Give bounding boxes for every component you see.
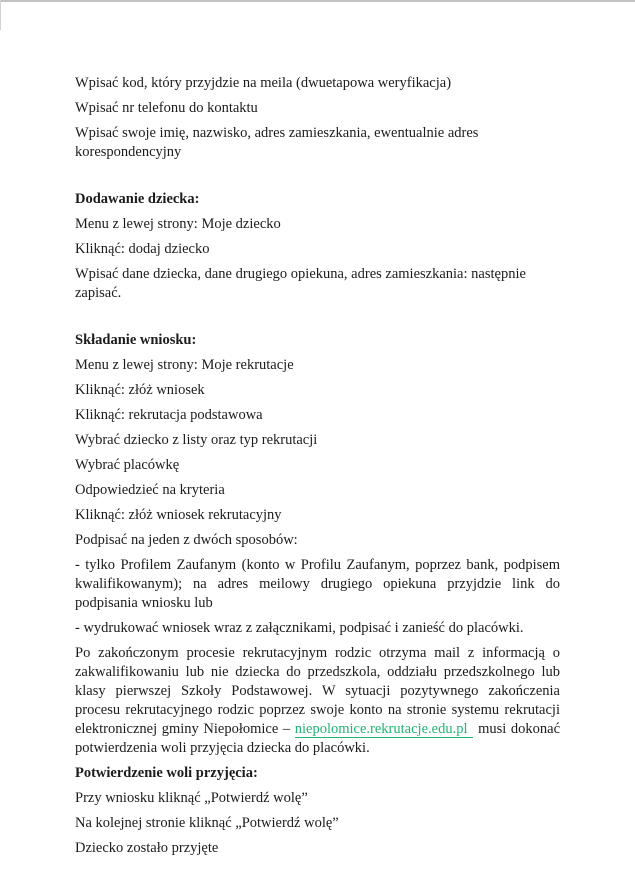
result-paragraph (75, 644, 560, 758)
intro-paragraph: Wpisać kod, który przyjdzie na meila (dwuetapowa weryfikacja) (75, 75, 452, 91)
document-content (75, 74, 560, 864)
result-text-after-link: musi dokonać potwierdzenia woli przyjęcia dziecka do placówki. (75, 721, 560, 756)
step-paragraph: Dziecko zostało przyjęte (75, 840, 219, 856)
step-paragraph: Wybrać placówkę (75, 457, 180, 473)
step-paragraph: Na kolejnej stronie kliknąć „Potwierdź wolę” (75, 815, 339, 831)
step-paragraph: Kliknąć: złóż wniosek rekrutacyjny (75, 507, 282, 523)
step-paragraph: Odpowiedzieć na kryteria (75, 482, 225, 498)
section-heading-confirmation: Potwierdzenie woli przyjęcia: (75, 765, 258, 781)
result-text-before-link: Po zakończonym procesie rekrutacyjnym rodzic otrzyma mail z informacją o zakwalifikowaniu lub nie dziecka do przedszkola, oddziału przedszkolnego lub klasy pierwszej Szkoły Podstawowej. W sytuacji pozytywnego zakończenia procesu rekrutacyjnego rodzic poprzez swoje konto na stronie systemu rekrutacji elektronicznej gminy Niepołomice – (75, 645, 560, 737)
step-paragraph: Kliknąć: złóż wniosek (75, 382, 205, 398)
sign-option-2-paragraph: - wydrukować wniosek wraz z załącznikami, podpisać i zanieść do placówki. (75, 620, 524, 636)
intro-paragraph: Wpisać nr telefonu do kontaktu (75, 100, 258, 116)
step-paragraph: Wpisać dane dziecka, dane drugiego opiekuna, adres zamieszkania: następnie zapisać. (75, 266, 526, 301)
intro-paragraph: Wpisać swoje imię, nazwisko, adres zamieszkania, ewentualnie adres korespondencyjny (75, 125, 479, 160)
step-paragraph: Wybrać dziecko z listy oraz typ rekrutacji (75, 432, 318, 448)
step-paragraph: Podpisać na jeden z dwóch sposobów: (75, 532, 298, 548)
step-paragraph: Kliknąć: dodaj dziecko (75, 241, 210, 257)
page-edge-left (0, 0, 1, 30)
step-paragraph: Przy wniosku kliknąć „Potwierdź wolę” (75, 790, 308, 806)
step-paragraph: Menu z lewej strony: Moje rekrutacje (75, 357, 294, 373)
section-heading-adding-child: Dodawanie dziecka: (75, 191, 200, 207)
sign-option-1-paragraph: - tylko Profilem Zaufanym (konto w Profilu Zaufanym, poprzez bank, podpisem kwalifikowanym); na adres meilowy drugiego opiekuna przyjdzie link do podpisania wniosku lub (75, 557, 560, 611)
page-edge-top (0, 0, 635, 2)
step-paragraph: Menu z lewej strony: Moje dziecko (75, 216, 281, 232)
recruitment-site-link[interactable]: niepolomice.rekrutacje.edu.pl (295, 721, 474, 738)
section-heading-application: Składanie wniosku: (75, 332, 197, 348)
step-paragraph: Kliknąć: rekrutacja podstawowa (75, 407, 263, 423)
